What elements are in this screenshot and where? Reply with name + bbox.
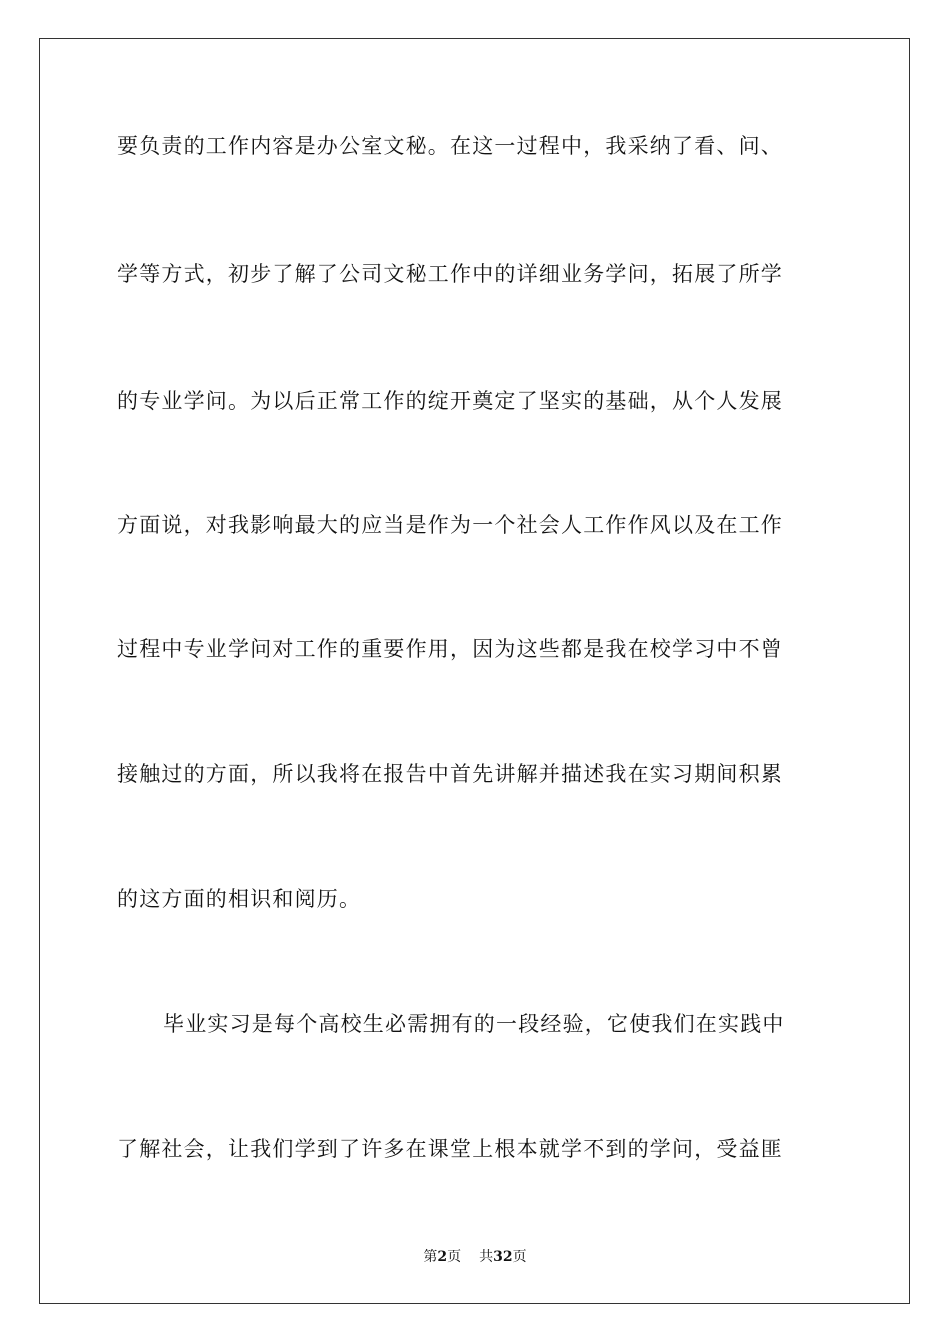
- total-pages: 32: [493, 1249, 513, 1265]
- paragraph-2-line-1: 毕业实习是每个高校生必需拥有的一段经验，它使我们在实践中: [163, 1012, 785, 1036]
- page-number: 2: [437, 1249, 448, 1265]
- paragraph-1-line-4: 方面说，对我影响最大的应当是作为一个社会人工作作风以及在工作: [117, 513, 783, 537]
- paragraph-1-line-1: 要负责的工作内容是办公室文秘。在这一过程中，我采纳了看、问、: [117, 134, 783, 158]
- paragraph-2-line-2: 了解社会，让我们学到了许多在课堂上根本就学不到的学问，受益匪: [117, 1137, 783, 1161]
- total-pages-suffix: 页: [512, 1249, 527, 1265]
- paragraph-1-line-5: 过程中专业学问对工作的重要作用，因为这些都是我在校学习中不曾: [117, 637, 783, 661]
- paragraph-1-line-7: 的这方面的相识和阅历。: [117, 887, 362, 911]
- page-border: [39, 38, 910, 1304]
- total-pages-prefix: 共: [479, 1249, 494, 1265]
- paragraph-1-line-6: 接触过的方面，所以我将在报告中首先讲解并描述我在实习期间积累: [117, 762, 783, 786]
- page-number-suffix: 页: [447, 1249, 462, 1265]
- page-number-prefix: 第: [423, 1249, 438, 1265]
- paragraph-1-line-2: 学等方式，初步了解了公司文秘工作中的详细业务学问，拓展了所学: [117, 262, 783, 286]
- page-footer: [0, 1248, 950, 1266]
- paragraph-1-line-3: 的专业学问。为以后正常工作的绽开奠定了坚实的基础，从个人发展: [117, 389, 783, 413]
